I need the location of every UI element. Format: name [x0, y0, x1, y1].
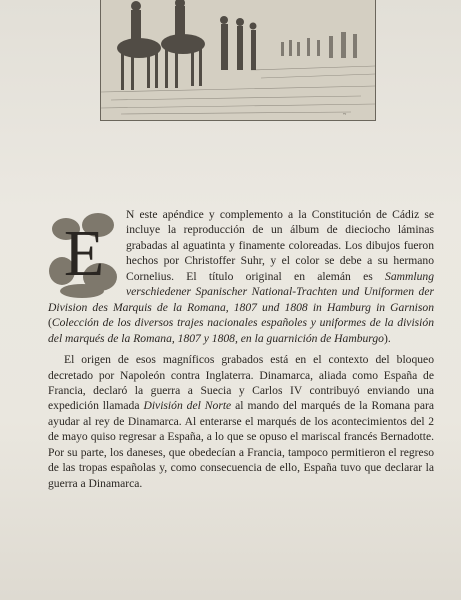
soldiers-on-horseback-engraving: [101, 0, 375, 120]
spanish-title: Colección de los diversos trajes nacionales españoles y uniformes de la división del marqués de la Romana, 1807 y 1808, en la guarnición de Hamburgo: [48, 316, 434, 345]
engraving-signature: ~: [343, 112, 347, 118]
paragraph-1-mid: (: [48, 316, 52, 330]
paragraph-2-tail: al mando del marqués de la Romana para ayudar al rey de Dinamarca. Al enterarse el marqués de los acontecimientos del 2 de mayo quiso regresar a España, a lo que se opuso el mariscal francés Bernadotte. Por su parte, los daneses, que obedecían a Francia, tampoco permitieron el regreso de las tropas españolas y, como consecuencia de ello, España tuvo que declarar la guerra a Dinamarca.: [48, 399, 434, 490]
paragraph-2-lead: El origen de esos magníficos grabados está en el contexto del bloqueo decretado por Napoleón contra Inglaterra. Dinamarca, aliada como España de Francia, declaró la guerra a Suecia y Carlos IV contribuyó enviando una expedición llamada: [48, 353, 434, 413]
engraving-illustration: [100, 0, 376, 121]
decorated-initial-letter: [48, 209, 120, 299]
german-title: Sammlung verschiedener Spanischer National-Trachten und Uniformen der Division des Marquis de la Romana, 1807 und 1808 in Hamburg in Garnison: [48, 269, 434, 314]
body-text: [48, 207, 434, 491]
paragraph-2: [48, 352, 434, 491]
initial-letter-glyph: E: [63, 217, 105, 290]
paragraph-1-lead: N este apéndice y complemento a la Constitución de Cádiz se incluye la reproducción de un álbum de dieciocho láminas grabadas al aguatinta y finamente coloreadas. Los dibujos fueron hechos por Christoffer Suhr, y el color se debe a su hermano Cornelius. El título original en alemán es: [126, 208, 434, 283]
division-name: División del Norte: [143, 399, 232, 413]
paragraph-1-tail: ).: [383, 331, 391, 345]
